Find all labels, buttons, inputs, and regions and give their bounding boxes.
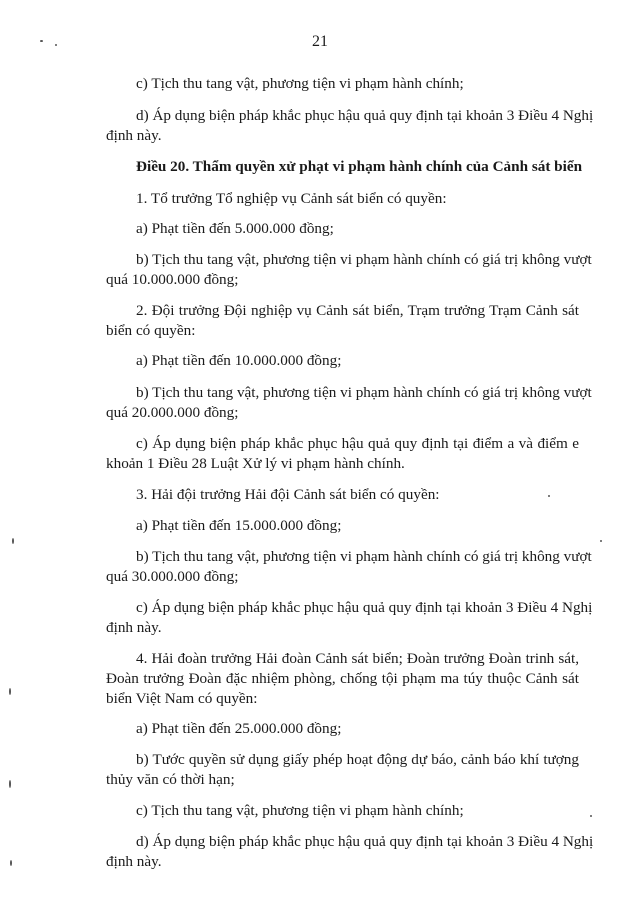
scan-speck <box>40 40 43 42</box>
clause-1-b-line1: b) Tịch thu tang vật, phương tiện vi phạm hành chính có giá trị không vượt <box>136 251 592 268</box>
clause-2-c-line2: khoản 1 Điều 28 Luật Xử lý vi phạm hành chính. <box>106 455 405 472</box>
scan-speck <box>55 44 57 46</box>
scan-speck <box>9 780 11 788</box>
clause-4-d-line1: d) Áp dụng biện pháp khắc phục hậu quả quy định tại khoản 3 Điều 4 Nghị <box>136 833 594 850</box>
paragraph-d-remedy-line2: định này. <box>106 127 162 144</box>
clause-1-intro: 1. Tổ trưởng Tổ nghiệp vụ Cảnh sát biển có quyền: <box>136 190 447 207</box>
article-20-heading: Điều 20. Thẩm quyền xử phạt vi phạm hành chính của Cảnh sát biển <box>136 158 583 175</box>
paragraph-c-confiscate: c) Tịch thu tang vật, phương tiện vi phạm hành chính; <box>136 75 464 92</box>
clause-2-intro-line2: biển có quyền: <box>106 322 196 339</box>
clause-3-b-line2: quá 30.000.000 đồng; <box>106 568 239 585</box>
scan-speck <box>10 860 12 866</box>
clause-2-b-line1: b) Tịch thu tang vật, phương tiện vi phạm hành chính có giá trị không vượt <box>136 384 592 401</box>
clause-4-b-line2: thủy văn có thời hạn; <box>106 771 235 788</box>
clause-1-b-line2: quá 10.000.000 đồng; <box>106 271 239 288</box>
clause-3-b-line1: b) Tịch thu tang vật, phương tiện vi phạm hành chính có giá trị không vượt <box>136 548 592 565</box>
scan-speck <box>548 495 550 497</box>
clause-2-a: a) Phạt tiền đến 10.000.000 đồng; <box>136 352 342 369</box>
clause-2-c-line1: c) Áp dụng biện pháp khắc phục hậu quả quy định tại điểm a và điểm e <box>136 435 579 452</box>
clause-4-a: a) Phạt tiền đến 25.000.000 đồng; <box>136 720 342 737</box>
clause-4-intro-line1: 4. Hải đoàn trưởng Hải đoàn Cảnh sát biển; Đoàn trưởng Đoàn trinh sát, <box>136 650 579 667</box>
clause-3-a: a) Phạt tiền đến 15.000.000 đồng; <box>136 517 342 534</box>
paragraph-d-remedy-line1: d) Áp dụng biện pháp khắc phục hậu quả quy định tại khoản 3 Điều 4 Nghị <box>136 107 594 124</box>
scan-speck <box>590 815 592 817</box>
clause-2-b-line2: quá 20.000.000 đồng; <box>106 404 239 421</box>
clause-4-intro-line2: Đoàn trưởng Đoàn đặc nhiệm phòng, chống tội phạm ma túy thuộc Cảnh sát <box>106 670 579 687</box>
clause-3-c-line1: c) Áp dụng biện pháp khắc phục hậu quả quy định tại khoản 3 Điều 4 Nghị <box>136 599 593 616</box>
scan-speck <box>12 538 14 544</box>
clause-3-intro: 3. Hải đội trưởng Hải đội Cảnh sát biển có quyền: <box>136 486 440 503</box>
clause-1-a: a) Phạt tiền đến 5.000.000 đồng; <box>136 220 334 237</box>
scan-speck <box>600 540 602 542</box>
clause-4-c: c) Tịch thu tang vật, phương tiện vi phạm hành chính; <box>136 802 464 819</box>
clause-4-d-line2: định này. <box>106 853 162 870</box>
clause-2-intro-line1: 2. Đội trưởng Đội nghiệp vụ Cảnh sát biển, Trạm trưởng Trạm Cảnh sát <box>136 302 579 319</box>
clause-3-c-line2: định này. <box>106 619 162 636</box>
clause-4-b-line1: b) Tước quyền sử dụng giấy phép hoạt động dự báo, cảnh báo khí tượng <box>136 751 579 768</box>
clause-4-intro-line3: biển Việt Nam có quyền: <box>106 690 258 707</box>
scan-speck <box>9 688 11 695</box>
page-number: 21 <box>312 33 328 50</box>
